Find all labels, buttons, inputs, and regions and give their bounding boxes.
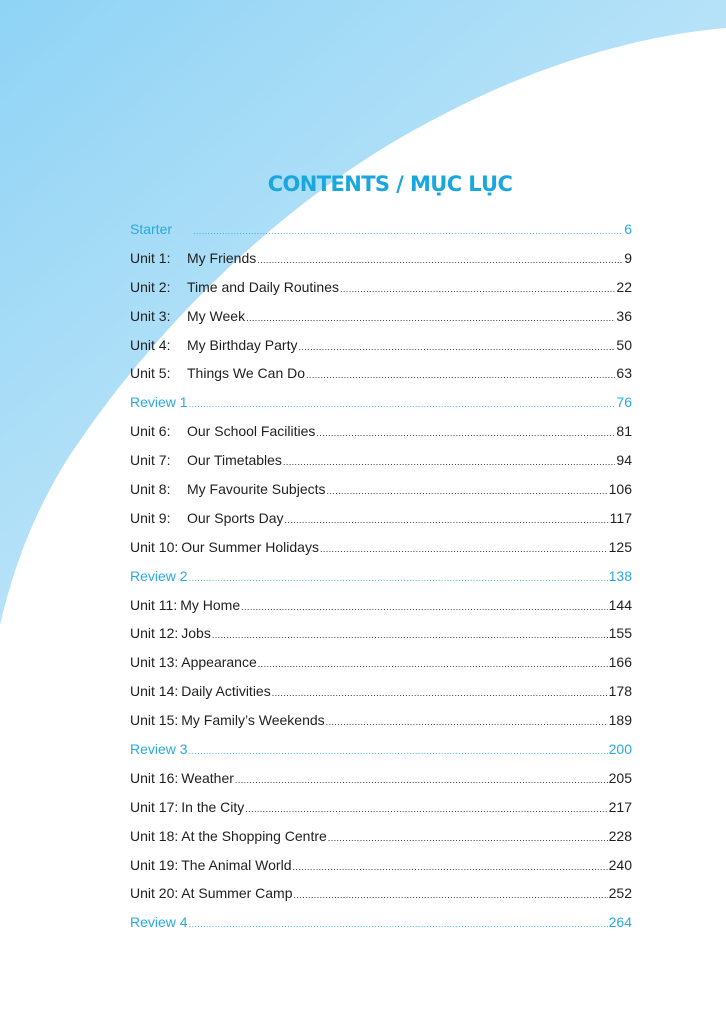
entry-label: Unit 13: (130, 654, 179, 671)
toc-entry-unit[interactable] (130, 250, 632, 279)
toc-entry-unit[interactable] (130, 510, 632, 539)
toc-entry-unit[interactable] (130, 308, 632, 337)
entry-title: Our Summer Holidays (181, 538, 319, 555)
entry-page-number: 94 (616, 452, 632, 469)
entry-page-number: 264 (608, 914, 632, 931)
toc-entry-unit[interactable] (130, 770, 632, 799)
entry-title: In the City (181, 798, 245, 815)
entry-page-number: 205 (608, 769, 632, 786)
entry-page-number: 36 (616, 307, 632, 324)
toc-entry-unit[interactable] (130, 597, 632, 626)
toc-entry-unit[interactable] (130, 828, 632, 857)
toc-entry-unit[interactable] (130, 654, 632, 683)
entry-label: Review 4 (130, 914, 188, 931)
toc-entry-unit[interactable] (130, 337, 632, 366)
entry-title: My Home (180, 596, 241, 613)
entry-label: Unit 9: (130, 509, 171, 526)
dot-leader (245, 804, 607, 814)
entry-title: My Week (187, 307, 246, 324)
dot-leader (316, 428, 615, 438)
dot-leader (306, 370, 615, 380)
entry-page-number: 125 (608, 538, 632, 555)
toc-entry-review[interactable] (130, 914, 632, 943)
entry-title: Weather (181, 769, 234, 786)
entry-page-number: 106 (608, 481, 632, 498)
toc-entry-unit[interactable] (130, 683, 632, 712)
entry-label: Unit 5: (130, 365, 171, 382)
entry-page-number: 9 (624, 249, 632, 266)
entry-label: Review 3 (130, 741, 188, 758)
entry-title: Time and Daily Routines (187, 278, 339, 295)
entry-label: Unit 2: (130, 278, 171, 295)
dot-leader (320, 544, 608, 554)
entry-label: Unit 10: (130, 538, 179, 555)
dot-leader (212, 630, 608, 640)
dot-leader (189, 919, 608, 929)
toc-entry-unit[interactable] (130, 279, 632, 308)
entry-label: Unit 18: (130, 827, 179, 844)
entry-label: Unit 16: (130, 769, 179, 786)
toc-entry-unit[interactable] (130, 885, 632, 914)
entry-page-number: 189 (608, 712, 632, 729)
toc-entry-unit[interactable] (130, 857, 632, 886)
dot-leader (326, 717, 608, 727)
entry-page-number: 200 (608, 741, 632, 758)
dot-leader (189, 399, 616, 409)
entry-page-number: 22 (616, 278, 632, 295)
toc-entry-unit[interactable] (130, 712, 632, 741)
entry-title: My Family’s Weekends (181, 712, 325, 729)
toc-entry-unit[interactable] (130, 481, 632, 510)
entry-page-number: 178 (608, 683, 632, 700)
entry-title: Jobs (181, 625, 211, 642)
entry-label: Starter (130, 221, 173, 237)
entry-title: At the Shopping Centre (181, 827, 327, 844)
dot-leader (235, 775, 608, 785)
dot-leader (327, 486, 608, 496)
page-title: CONTENTS / MỤC LỤC (267, 172, 513, 196)
entry-label: Unit 15: (130, 712, 179, 729)
entry-title: Our Timetables (187, 452, 282, 469)
entry-page-number: 76 (616, 394, 632, 411)
dot-leader (189, 746, 608, 756)
entry-page-number: 81 (616, 423, 632, 440)
entry-title: Our Sports Day (187, 509, 284, 526)
entry-label: Unit 3: (130, 307, 171, 324)
entry-page-number: 6 (624, 221, 632, 237)
entry-label: Unit 17: (130, 798, 179, 815)
toc-entry-unit[interactable] (130, 539, 632, 568)
toc-entry-review[interactable] (130, 221, 632, 250)
entry-label: Review 1 (130, 394, 188, 411)
toc-entry-unit[interactable] (130, 452, 632, 481)
toc-entry-review[interactable] (130, 568, 632, 597)
entry-page-number: 144 (608, 596, 632, 613)
dot-leader (193, 226, 623, 236)
toc-entry-unit[interactable] (130, 625, 632, 654)
entry-label: Unit 14: (130, 683, 179, 700)
entry-label: Unit 11: (130, 596, 178, 613)
toc-entry-review[interactable] (130, 741, 632, 770)
dot-leader (257, 255, 623, 265)
entry-page-number: 228 (608, 827, 632, 844)
entry-page-number: 117 (609, 509, 632, 526)
entry-label: Unit 12: (130, 625, 179, 642)
entry-label: Unit 6: (130, 423, 171, 440)
entry-title: At Summer Camp (181, 885, 293, 902)
dot-leader (340, 284, 615, 294)
dot-leader (246, 313, 615, 323)
entry-page-number: 252 (608, 885, 632, 902)
entry-label: Unit 8: (130, 481, 171, 498)
dot-leader (258, 659, 608, 669)
entry-label: Review 2 (130, 567, 188, 584)
entry-title: My Friends (187, 249, 257, 266)
dot-leader (272, 688, 608, 698)
entry-title: Daily Activities (181, 683, 271, 700)
entry-page-number: 155 (608, 625, 632, 642)
entry-label: Unit 20: (130, 885, 179, 902)
entry-title: Appearance (181, 654, 257, 671)
dot-leader (241, 602, 608, 612)
toc-entry-unit[interactable] (130, 365, 632, 394)
dot-leader (294, 890, 608, 900)
entry-title: The Animal World (181, 856, 292, 873)
table-of-contents (130, 221, 632, 943)
entry-page-number: 166 (608, 654, 632, 671)
dot-leader (328, 833, 608, 843)
entry-label: Unit 1: (130, 249, 171, 266)
entry-label: Unit 7: (130, 452, 171, 469)
entry-page-number: 63 (616, 365, 632, 382)
toc-entry-unit[interactable] (130, 423, 632, 452)
toc-entry-review[interactable] (130, 394, 632, 423)
dot-leader (298, 342, 615, 352)
dot-leader (284, 515, 608, 525)
dot-leader (283, 457, 615, 467)
entry-page-number: 240 (608, 856, 632, 873)
entry-page-number: 138 (608, 567, 632, 584)
entry-label: Unit 19: (130, 856, 179, 873)
toc-entry-unit[interactable] (130, 799, 632, 828)
entry-page-number: 50 (616, 336, 632, 353)
entry-title: My Birthday Party (187, 336, 298, 353)
dot-leader (189, 573, 608, 583)
entry-label: Unit 4: (130, 336, 171, 353)
entry-page-number: 217 (608, 798, 632, 815)
entry-title: Things We Can Do (187, 365, 306, 382)
entry-title: My Favourite Subjects (187, 481, 326, 498)
entry-title: Our School Facilities (187, 423, 316, 440)
dot-leader (292, 862, 607, 872)
